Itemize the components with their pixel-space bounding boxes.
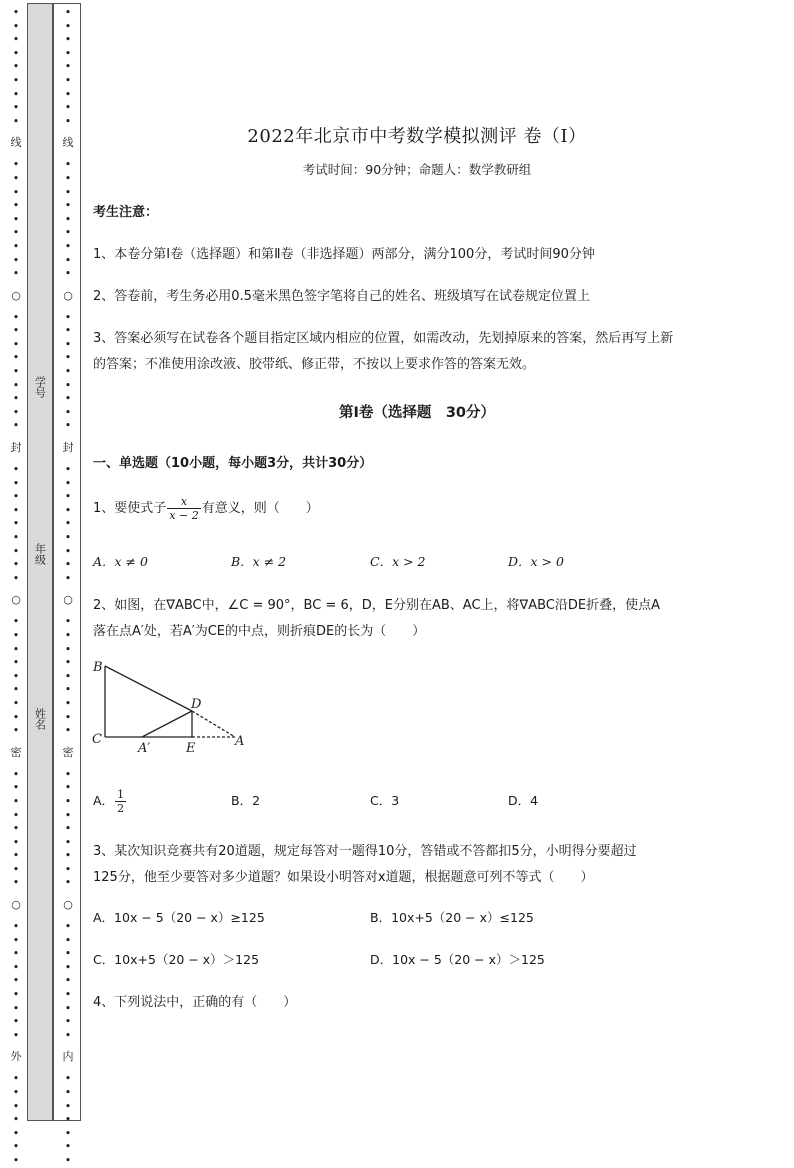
margin-circle-mark: ○ xyxy=(11,898,21,912)
margin-circle-mark: ○ xyxy=(63,898,73,912)
margin-dot: • xyxy=(64,835,72,849)
field-name xyxy=(27,708,53,730)
margin-dot: • xyxy=(64,517,72,531)
margin-dot: • xyxy=(12,476,20,490)
q3-option-d[interactable]: D．10x − 5（20 − x）＞125 xyxy=(370,952,545,967)
margin-dot: • xyxy=(12,794,20,808)
label-e: E xyxy=(186,741,196,755)
margin-dot: • xyxy=(64,794,72,808)
section-title: 第Ⅰ卷（选择题 30分） xyxy=(338,405,496,421)
margin-dot: • xyxy=(12,933,20,947)
margin-seal-label: 外 xyxy=(10,1050,22,1064)
margin-dot: • xyxy=(64,974,72,988)
margin-dot: • xyxy=(12,822,20,836)
question-4: 4、下列说法中，正确的有（ ） xyxy=(93,995,297,1010)
margin-dot: • xyxy=(12,849,20,863)
segment-a-prime-d xyxy=(142,711,192,737)
q1-option-a[interactable]: A．x ≠ 0 xyxy=(93,554,148,569)
margin-dot: • xyxy=(64,947,72,961)
margin-circle-mark: ○ xyxy=(11,288,21,302)
margin-dot: • xyxy=(64,60,72,74)
margin-dot: • xyxy=(12,463,20,477)
label-c: C xyxy=(92,732,102,747)
margin-dot: • xyxy=(64,1086,72,1099)
q2-option-b[interactable]: B．2 xyxy=(231,793,261,808)
margin-dot: • xyxy=(64,1140,72,1154)
margin-dot: • xyxy=(12,1140,20,1154)
margin-dot: • xyxy=(12,337,20,351)
question-3-line-1: 3、某次知识竞赛共有20道题，规定每答对一题得10分，答错或不答都扣5分，小明得分要超过 xyxy=(93,844,637,859)
margin-dot: • xyxy=(64,463,72,477)
dashed-da xyxy=(192,711,235,737)
question-3-line-2: 125分，他至少要答对多少道题？如果设小明答对x道题，根据题意可列不等式（ ） xyxy=(93,870,594,885)
margin-dot: • xyxy=(64,158,72,172)
margin-dot: • xyxy=(64,988,72,1002)
field-grade xyxy=(27,543,53,565)
margin-dot: • xyxy=(12,324,20,338)
label-a: A xyxy=(235,734,245,749)
margin-dot: • xyxy=(64,392,72,406)
margin-dot: • xyxy=(12,60,20,74)
margin-dot: • xyxy=(64,405,72,419)
q1-suffix: 有意义，则（ ） xyxy=(201,501,319,516)
margin-dot: • xyxy=(64,933,72,947)
margin-dot: • xyxy=(64,571,72,585)
margin-dot: • xyxy=(12,267,20,281)
margin-dot: • xyxy=(64,642,72,656)
margin-dot: • xyxy=(64,615,72,629)
margin-dot: • xyxy=(64,1015,72,1029)
label-d: D xyxy=(191,697,202,712)
question-2-line-2: 落在点A′处，若A′为CE的中点，则折痕DE的长为（ ） xyxy=(93,624,426,639)
margin-dot: • xyxy=(64,767,72,781)
page-subtitle: 考试时间：90分钟；命题人：数学教研组 xyxy=(302,162,532,177)
part-title: 一、单选题（10小题，每小题3分，共计30分） xyxy=(93,456,373,471)
margin-dot: • xyxy=(64,1001,72,1015)
margin-dot: • xyxy=(12,669,20,683)
margin-dot: • xyxy=(64,1028,72,1042)
margin-dot: • xyxy=(64,724,72,738)
margin-dot: • xyxy=(12,683,20,697)
q2-triangle-figure xyxy=(88,655,258,755)
margin-dot: • xyxy=(12,1072,20,1086)
margin-dot: • xyxy=(64,226,72,240)
margin-dot: • xyxy=(64,862,72,876)
margin-dot: • xyxy=(12,185,20,199)
margin-dot: • xyxy=(64,1072,72,1086)
margin-dot: • xyxy=(12,517,20,531)
margin-dot: • xyxy=(64,558,72,572)
q1-option-d[interactable]: D．x > 0 xyxy=(508,554,564,569)
margin-dot: • xyxy=(64,849,72,863)
margin-seal-label: 密 xyxy=(62,745,74,759)
margin-dot: • xyxy=(12,767,20,781)
margin-dot: • xyxy=(12,46,20,60)
margin-dot: • xyxy=(12,365,20,379)
margin-dot: • xyxy=(64,199,72,213)
margin-dot: • xyxy=(64,710,72,724)
q1-option-c[interactable]: C．x > 2 xyxy=(370,554,426,569)
label-a-prime: A′ xyxy=(138,741,151,755)
margin-dot: • xyxy=(12,947,20,961)
margin-dot: • xyxy=(64,1153,72,1167)
margin-dot: • xyxy=(64,656,72,670)
margin-dot: • xyxy=(64,171,72,185)
margin-dot: • xyxy=(64,365,72,379)
margin-dot: • xyxy=(12,405,20,419)
field-grade-label: 年级 xyxy=(33,543,47,565)
margin-dot: • xyxy=(64,6,72,19)
margin-dot: • xyxy=(12,656,20,670)
margin-dot: • xyxy=(64,33,72,47)
margin-seal-label: 封 xyxy=(10,441,22,455)
margin-dot: • xyxy=(12,974,20,988)
margin-dot: • xyxy=(12,33,20,47)
margin-dot: • xyxy=(12,253,20,267)
q2-option-a-prefix: A． xyxy=(93,793,115,808)
margin-dot: • xyxy=(12,87,20,101)
q3-option-b[interactable]: B．10x+5（20 − x）≤125 xyxy=(370,910,534,925)
margin-dot: • xyxy=(12,239,20,253)
q2-option-d[interactable]: D．4 xyxy=(508,793,539,808)
margin-dot: • xyxy=(12,696,20,710)
outer-dot-column xyxy=(9,6,23,1168)
margin-dot: • xyxy=(64,310,72,324)
margin-dot: • xyxy=(64,696,72,710)
margin-dot: • xyxy=(64,239,72,253)
margin-dot: • xyxy=(64,378,72,392)
notice-item-1: 1、本卷分第Ⅰ卷（选择题）和第Ⅱ卷（非选择题）两部分，满分100分，考试时间90分钟 xyxy=(93,247,595,262)
margin-dot: • xyxy=(64,267,72,281)
q1-frac-num: x xyxy=(167,495,200,509)
margin-seal-label: 内 xyxy=(62,1050,74,1064)
margin-dot: • xyxy=(64,87,72,101)
margin-dot: • xyxy=(64,544,72,558)
margin-dot: • xyxy=(12,1086,20,1099)
margin-dot: • xyxy=(12,808,20,822)
margin-dot: • xyxy=(64,490,72,504)
margin-dot: • xyxy=(12,199,20,213)
margin-dot: • xyxy=(64,46,72,60)
margin-dot: • xyxy=(64,212,72,226)
margin-seal-label: 线 xyxy=(10,136,22,150)
margin-dot: • xyxy=(12,781,20,795)
margin-dot: • xyxy=(12,73,20,87)
margin-dot: • xyxy=(12,310,20,324)
notice-item-3a: 3、答案必须写在试卷各个题目指定区域内相应的位置，如需改动，先划掉原来的答案，然后再写上新 xyxy=(93,331,674,346)
margin-dot: • xyxy=(64,73,72,87)
margin-dot: • xyxy=(64,114,72,128)
margin-dot: • xyxy=(12,101,20,115)
margin-dot: • xyxy=(12,615,20,629)
q1-fraction xyxy=(167,495,200,522)
margin-seal-label: 封 xyxy=(62,441,74,455)
inner-dot-column xyxy=(61,6,75,1168)
margin-dot: • xyxy=(64,531,72,544)
margin-dot: • xyxy=(12,920,20,934)
field-student-id-label: 学号 xyxy=(33,376,47,398)
q1-option-b[interactable]: B．x ≠ 2 xyxy=(231,554,287,569)
field-name-label: 姓名 xyxy=(33,708,47,730)
q2-option-a-fraction xyxy=(115,788,126,815)
label-b: B xyxy=(93,660,103,675)
margin-dot: • xyxy=(64,351,72,365)
margin-dot: • xyxy=(64,808,72,822)
margin-dot: • xyxy=(12,571,20,585)
question-1 xyxy=(93,494,319,524)
margin-dot: • xyxy=(64,503,72,517)
q1-frac-den: x − 2 xyxy=(169,509,199,522)
margin-dot: • xyxy=(64,920,72,934)
margin-dot: • xyxy=(12,114,20,128)
margin-dot: • xyxy=(12,1015,20,1029)
margin-circle-mark: ○ xyxy=(11,593,21,607)
margin-dot: • xyxy=(64,324,72,338)
margin-dot: • xyxy=(64,19,72,33)
margin-dot: • xyxy=(64,628,72,642)
margin-dot: • xyxy=(64,1113,72,1127)
margin-circle-mark: ○ xyxy=(63,288,73,302)
margin-dot: • xyxy=(12,6,20,19)
margin-dot: • xyxy=(12,351,20,365)
margin-dot: • xyxy=(12,724,20,738)
margin-dot: • xyxy=(12,392,20,406)
margin-dot: • xyxy=(12,835,20,849)
margin-dot: • xyxy=(64,253,72,267)
q2-option-a-num: 1 xyxy=(117,788,125,801)
margin-seal-label: 线 xyxy=(62,136,74,150)
margin-dot: • xyxy=(12,531,20,544)
margin-dot: • xyxy=(12,628,20,642)
margin-dot: • xyxy=(12,1153,20,1167)
margin-dot: • xyxy=(64,822,72,836)
margin-dot: • xyxy=(12,558,20,572)
margin-dot: • xyxy=(12,212,20,226)
margin-dot: • xyxy=(12,1099,20,1113)
margin-dot: • xyxy=(64,960,72,974)
margin-dot: • xyxy=(12,378,20,392)
page-title: 2022年北京市中考数学模拟测评 卷（Ⅰ） xyxy=(247,126,587,147)
margin-dot: • xyxy=(64,669,72,683)
notice-heading: 考生注意： xyxy=(93,205,159,220)
q1-prefix: 1、要使式子 xyxy=(93,501,167,516)
margin-dot: • xyxy=(12,544,20,558)
margin-seal-label: 密 xyxy=(10,745,22,759)
notice-item-2: 2、答卷前，考生务必用0.5毫米黑色签字笔将自己的姓名、班级填写在试卷规定位置上 xyxy=(93,289,590,304)
q2-option-a[interactable] xyxy=(93,788,127,815)
margin-dot: • xyxy=(12,862,20,876)
margin-dot: • xyxy=(64,876,72,890)
margin-dot: • xyxy=(64,337,72,351)
margin-dot: • xyxy=(64,101,72,115)
margin-dot: • xyxy=(12,158,20,172)
side-ba xyxy=(105,666,192,711)
margin-dot: • xyxy=(12,1001,20,1015)
margin-dot: • xyxy=(12,503,20,517)
margin-dot: • xyxy=(12,960,20,974)
margin-dot: • xyxy=(12,1028,20,1042)
margin-dot: • xyxy=(12,876,20,890)
margin-dot: • xyxy=(12,490,20,504)
margin-dot: • xyxy=(64,185,72,199)
margin-dot: • xyxy=(12,988,20,1002)
margin-dot: • xyxy=(64,1126,72,1140)
margin-dot: • xyxy=(12,642,20,656)
margin-circle-mark: ○ xyxy=(63,593,73,607)
margin-dot: • xyxy=(12,1126,20,1140)
margin-dot: • xyxy=(12,710,20,724)
margin-dot: • xyxy=(64,476,72,490)
margin-dot: • xyxy=(12,171,20,185)
margin-dot: • xyxy=(12,419,20,433)
q3-option-c[interactable]: C．10x+5（20 − x）＞125 xyxy=(93,952,260,967)
margin-dot: • xyxy=(64,1099,72,1113)
margin-dot: • xyxy=(12,1113,20,1127)
margin-dot: • xyxy=(64,781,72,795)
q2-option-a-den: 2 xyxy=(117,802,125,815)
margin-dot: • xyxy=(12,226,20,240)
margin-dot: • xyxy=(64,683,72,697)
notice-item-3b: 的答案；不准使用涂改液、胶带纸、修正带，不按以上要求作答的答案无效。 xyxy=(93,357,536,372)
margin-dot: • xyxy=(64,419,72,433)
margin-dot: • xyxy=(12,19,20,33)
field-student-id xyxy=(27,376,53,398)
q2-option-c[interactable]: C．3 xyxy=(370,793,400,808)
q3-option-a[interactable]: A．10x − 5（20 − x）≥125 xyxy=(93,910,265,925)
question-2-line-1: 2、如图，在∇ABC中，∠C = 90°，BC = 6，D，E分别在AB、AC上，将∇ABC沿DE折叠，使点A xyxy=(93,598,661,613)
